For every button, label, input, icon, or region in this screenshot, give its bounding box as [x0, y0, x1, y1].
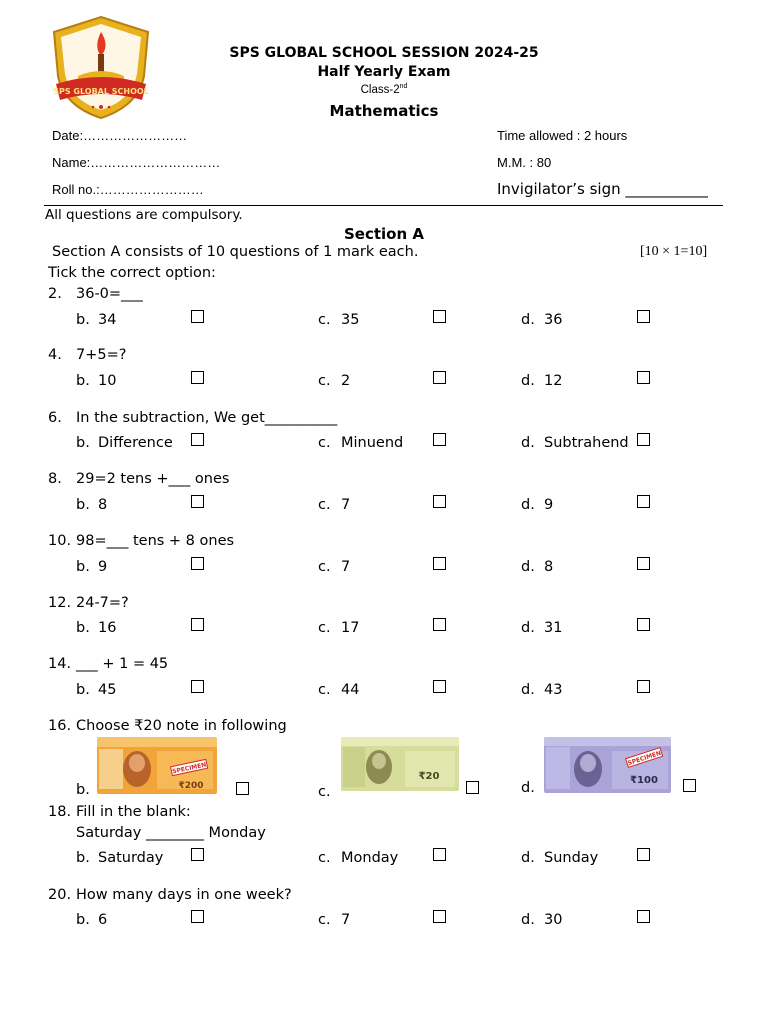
checkbox[interactable] — [637, 495, 650, 508]
note-stamp: SPECIMEN — [171, 761, 207, 776]
question-text: 24-7=? — [76, 595, 129, 611]
option-label: d. — [521, 497, 535, 513]
note-100-image[interactable] — [544, 737, 671, 793]
invigilator-sign: Invigilator’s sign ___________ — [497, 180, 708, 198]
option-text: 44 — [341, 682, 360, 698]
option-text: 7 — [341, 497, 351, 513]
checkbox[interactable] — [637, 557, 650, 570]
checkbox[interactable] — [637, 371, 650, 384]
question-number: 20. — [48, 887, 72, 903]
option-label: b. — [76, 312, 90, 328]
option-label: b. — [76, 850, 90, 866]
question-text: Fill in the blank: — [76, 804, 191, 820]
checkbox[interactable] — [637, 910, 650, 923]
option-label: c. — [318, 912, 331, 928]
exam-title: Half Yearly Exam — [317, 64, 451, 80]
checkbox[interactable] — [191, 910, 204, 923]
note-value: ₹200 — [178, 781, 204, 791]
logo-text: SPS GLOBAL SCHOOL — [53, 87, 149, 96]
option-text: 6 — [98, 912, 108, 928]
checkbox[interactable] — [637, 310, 650, 323]
option-label: c. — [318, 373, 331, 389]
checkbox[interactable] — [433, 910, 446, 923]
note-200-image[interactable] — [97, 737, 217, 794]
checkbox[interactable] — [433, 371, 446, 384]
option-text: Subtrahend — [544, 435, 629, 451]
checkbox[interactable] — [637, 433, 650, 446]
option-label: c. — [318, 559, 331, 575]
option-label: c. — [318, 435, 331, 451]
option-text: Difference — [98, 435, 173, 451]
checkbox[interactable] — [433, 680, 446, 693]
option-text: 10 — [98, 373, 117, 389]
option-label: c. — [318, 312, 331, 328]
option-label: b. — [76, 682, 90, 698]
option-label: d. — [521, 435, 535, 451]
option-text: Saturday — [98, 850, 164, 866]
option-label: d. — [521, 850, 535, 866]
option-label: b. — [76, 620, 90, 636]
option-text: 8 — [98, 497, 108, 513]
option-text: 35 — [341, 312, 360, 328]
question-number: 16. — [48, 718, 72, 734]
question-number: 18. — [48, 804, 72, 820]
note-value: ₹100 — [630, 775, 658, 786]
question-number: 2. — [48, 286, 62, 302]
option-text: 2 — [341, 373, 351, 389]
time-allowed: Time allowed : 2 hours — [497, 128, 628, 143]
option-text: 7 — [341, 912, 351, 928]
option-label: d. — [521, 620, 535, 636]
option-text: 7 — [341, 559, 351, 575]
option-text: 9 — [98, 559, 108, 575]
checkbox[interactable] — [191, 433, 204, 446]
date-field: Date:…………………… — [52, 128, 188, 143]
question-text: 98=___ tens + 8 ones — [76, 533, 235, 549]
option-label: d. — [521, 373, 535, 389]
subject-title: Mathematics — [329, 102, 439, 120]
option-text: Sunday — [544, 850, 599, 866]
note-value: ₹20 — [418, 771, 440, 782]
section-marks: [10 × 1=10] — [640, 244, 708, 259]
question-number: 6. — [48, 410, 62, 426]
checkbox[interactable] — [433, 310, 446, 323]
option-label: c. — [318, 620, 331, 636]
option-text: 30 — [544, 912, 563, 928]
option-label: d. — [521, 559, 535, 575]
question-text: ___ + 1 = 45 — [76, 656, 169, 672]
option-label: c. — [318, 850, 331, 866]
question-number: 10. — [48, 533, 72, 549]
question-text: In the subtraction, We get__________ — [76, 410, 338, 426]
option-label: b. — [76, 497, 90, 513]
note-stamp: SPECIMEN — [626, 749, 662, 768]
school-title: SPS GLOBAL SCHOOL SESSION 2024-25 — [229, 45, 539, 61]
roll-field: Roll no.:…………………… — [52, 182, 204, 197]
checkbox[interactable] — [466, 781, 479, 794]
option-text: 9 — [544, 497, 554, 513]
checkbox[interactable] — [683, 779, 696, 792]
name-field: Name:………………………… — [52, 155, 221, 170]
checkbox[interactable] — [191, 310, 204, 323]
checkbox[interactable] — [191, 680, 204, 693]
option-text: 43 — [544, 682, 563, 698]
option-label: b. — [76, 782, 90, 798]
question-text: Choose ₹20 note in following — [76, 718, 287, 734]
checkbox[interactable] — [191, 848, 204, 861]
checkbox[interactable] — [433, 557, 446, 570]
checkbox[interactable] — [191, 371, 204, 384]
option-label: b. — [76, 373, 90, 389]
tick-instruction: Tick the correct option: — [48, 265, 216, 281]
question-subtext: Saturday ________ Monday — [76, 825, 266, 841]
option-label: d. — [521, 682, 535, 698]
section-description: Section A consists of 10 questions of 1 mark each. — [52, 244, 419, 260]
option-label: d. — [521, 312, 535, 328]
question-number: 14. — [48, 656, 72, 672]
header-divider — [44, 205, 723, 206]
option-label: c. — [318, 497, 331, 513]
checkbox[interactable] — [236, 782, 249, 795]
option-text: Minuend — [341, 435, 404, 451]
note-20-image[interactable] — [341, 737, 459, 791]
option-label: d. — [521, 912, 535, 928]
question-number: 4. — [48, 347, 62, 363]
compulsory-note: All questions are compulsory. — [45, 207, 243, 223]
checkbox[interactable] — [433, 848, 446, 861]
question-text: 36-0=___ — [76, 286, 143, 302]
option-label: b. — [76, 559, 90, 575]
option-text: 12 — [544, 373, 563, 389]
option-text: 8 — [544, 559, 554, 575]
option-text: Monday — [341, 850, 399, 866]
checkbox[interactable] — [191, 495, 204, 508]
checkbox[interactable] — [191, 557, 204, 570]
section-title: Section A — [344, 225, 424, 243]
option-text: 34 — [98, 312, 117, 328]
checkbox[interactable] — [433, 433, 446, 446]
question-text: 29=2 tens +___ ones — [76, 471, 230, 487]
option-label: d. — [521, 780, 535, 796]
class-label: Class-2nd — [360, 83, 408, 96]
option-text: 36 — [544, 312, 563, 328]
option-label: b. — [76, 912, 90, 928]
question-number: 8. — [48, 471, 62, 487]
checkbox[interactable] — [637, 848, 650, 861]
checkbox[interactable] — [637, 618, 650, 631]
option-label: c. — [318, 682, 331, 698]
checkbox[interactable] — [433, 495, 446, 508]
checkbox[interactable] — [191, 618, 204, 631]
checkbox[interactable] — [433, 618, 446, 631]
checkbox[interactable] — [637, 680, 650, 693]
option-label: c. — [318, 784, 331, 800]
option-text: 31 — [544, 620, 563, 636]
option-text: 17 — [341, 620, 360, 636]
option-label: b. — [76, 435, 90, 451]
question-number: 12. — [48, 595, 72, 611]
option-text: 45 — [98, 682, 117, 698]
max-marks: M.M. : 80 — [497, 155, 552, 170]
question-text: How many days in one week? — [76, 887, 292, 903]
option-text: 16 — [98, 620, 117, 636]
question-text: 7+5=? — [76, 347, 127, 363]
